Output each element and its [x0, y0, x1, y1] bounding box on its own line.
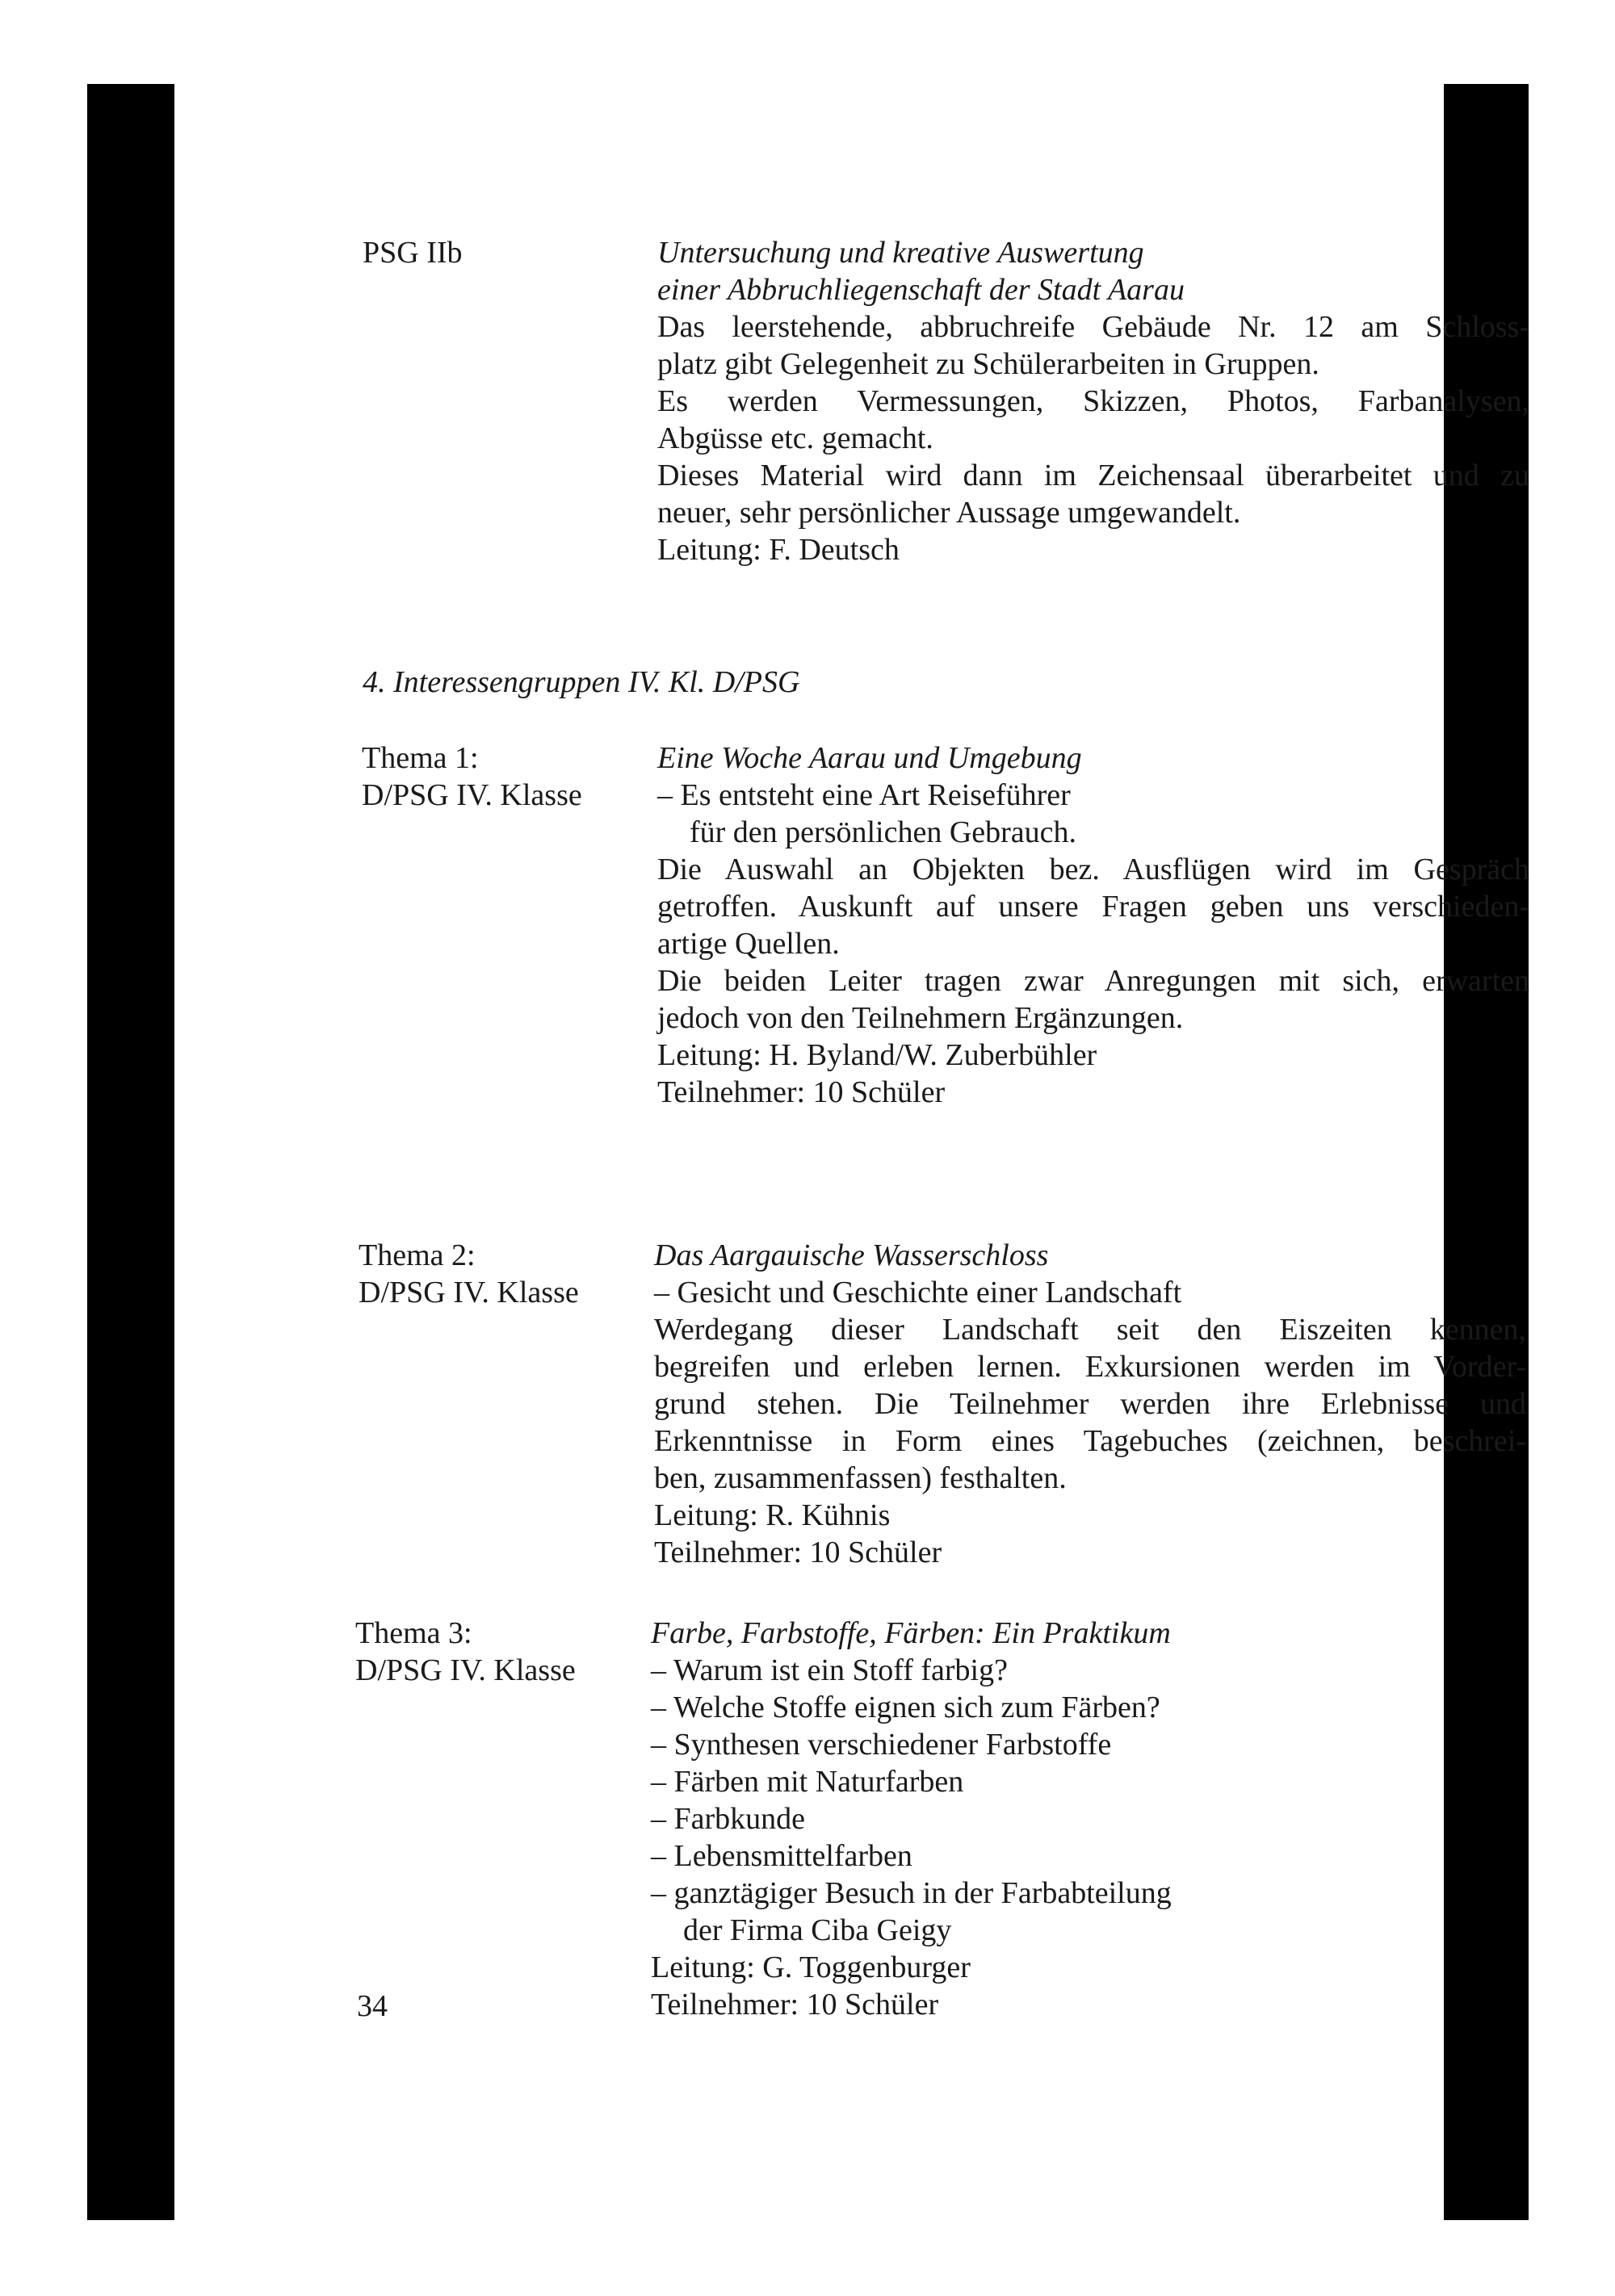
scan-border: [87, 84, 1529, 2220]
thema3-text: [651, 1615, 1523, 2023]
psg-title-line2: einer Abbruchliegenschaft der Stadt Aarau: [657, 273, 1185, 307]
thema1-line-6: Leitung: H. Byland/W. Zuberbühler: [657, 1038, 1097, 1072]
thema2-title: Das Aargauische Wasserschloss: [654, 1238, 1049, 1272]
thema2-line-3: grund stehen. Die Teilnehmer werden ihre Erlebnisse und: [654, 1387, 1526, 1421]
thema2-text: [654, 1237, 1526, 1571]
thema1-label: Thema 1:: [362, 741, 479, 775]
thema3-dash-1: – Warum ist ein Stoff farbig?: [651, 1653, 1008, 1687]
thema3-line-2: Teilnehmer: 10 Schüler: [651, 1988, 939, 2022]
thema3-dash-6: – Lebensmittelfarben: [651, 1839, 912, 1873]
thema3-dash-5: – Farbkunde: [651, 1802, 806, 1836]
thema1-line-2: getroffen. Auskunft auf unsere Fragen geben uns verschieden-: [657, 890, 1529, 924]
thema3-dash-7: – ganztägiger Besuch in der Farbabteilung: [651, 1876, 1172, 1910]
thema2-label: Thema 2:: [359, 1238, 476, 1272]
thema2-dash-1: – Gesicht und Geschichte einer Landschaft: [654, 1276, 1182, 1309]
thema2-line-4: Erkenntnisse in Form eines Tagebuches (zeichnen, beschrei-: [654, 1424, 1526, 1458]
psg-label: PSG IIb: [363, 236, 463, 270]
thema1-line-1: Die Auswahl an Objekten bez. Ausflügen wird im Gespräch: [657, 853, 1529, 886]
document-page: [174, 84, 1529, 2220]
thema3-line-1: Leitung: G. Toggenburger: [651, 1950, 971, 1984]
thema3-dash-7-cont: der Firma Ciba Geigy: [683, 1913, 952, 1947]
psg-line-3: Es werden Vermessungen, Skizzen, Photos, Farbanalysen,: [657, 384, 1529, 418]
thema1-title: Eine Woche Aarau und Umgebung: [657, 741, 1082, 775]
psg-text: [657, 234, 1529, 568]
thema3-title: Farbe, Farbstoffe, Färben: Ein Praktikum: [651, 1616, 1171, 1650]
thema3-dash-2: – Welche Stoffe eignen sich zum Färben?: [651, 1691, 1160, 1724]
psg-title-line1: Untersuchung und kreative Auswertung: [657, 236, 1144, 270]
thema2-line-6: Leitung: R. Kühnis: [654, 1498, 891, 1532]
thema1-line-7: Teilnehmer: 10 Schüler: [657, 1075, 946, 1109]
thema3-class: D/PSG IV. Klasse: [355, 1653, 576, 1687]
thema1-text: [657, 739, 1529, 1111]
psg-line-7: Leitung: F. Deutsch: [657, 533, 900, 567]
thema1-dash-1-cont: für den persönlichen Gebrauch.: [690, 815, 1077, 849]
thema3-dash-4: – Färben mit Naturfarben: [651, 1765, 964, 1799]
thema2-line-2: begreifen und erleben lernen. Exkursionen werden im Vorder-: [654, 1350, 1526, 1384]
page-number: 34: [357, 1989, 388, 2023]
psg-line-2: platz gibt Gelegenheit zu Schülerarbeiten in Gruppen.: [657, 347, 1319, 381]
section-title: 4. Interessengruppen IV. Kl. D/PSG: [363, 665, 800, 699]
thema1-line-5: jedoch von den Teilnehmern Ergänzungen.: [657, 1001, 1184, 1035]
thema1-line-4: Die beiden Leiter tragen zwar Anregungen mit sich, erwarten: [657, 964, 1529, 998]
thema3-label: Thema 3:: [355, 1616, 472, 1650]
psg-line-6: neuer, sehr persönlicher Aussage umgewandelt.: [657, 496, 1241, 530]
thema2-line-7: Teilnehmer: 10 Schüler: [654, 1536, 942, 1569]
thema2-line-5: ben, zusammenfassen) festhalten.: [654, 1461, 1067, 1495]
psg-line-5: Dieses Material wird dann im Zeichensaal überarbeitet und zu: [657, 459, 1529, 492]
thema3-dash-3: – Synthesen verschiedener Farbstoffe: [651, 1728, 1112, 1762]
thema1-class: D/PSG IV. Klasse: [362, 778, 582, 812]
psg-line-4: Abgüsse etc. gemacht.: [657, 421, 933, 455]
psg-line-1: Das leerstehende, abbruchreife Gebäude Nr. 12 am Schloss-: [657, 310, 1529, 344]
thema2-class: D/PSG IV. Klasse: [359, 1276, 579, 1309]
thema1-dash-1: – Es entsteht eine Art Reiseführer: [657, 778, 1071, 812]
thema1-line-3: artige Quellen.: [657, 927, 840, 961]
thema2-line-1: Werdegang dieser Landschaft seit den Eiszeiten kennen,: [654, 1313, 1526, 1347]
